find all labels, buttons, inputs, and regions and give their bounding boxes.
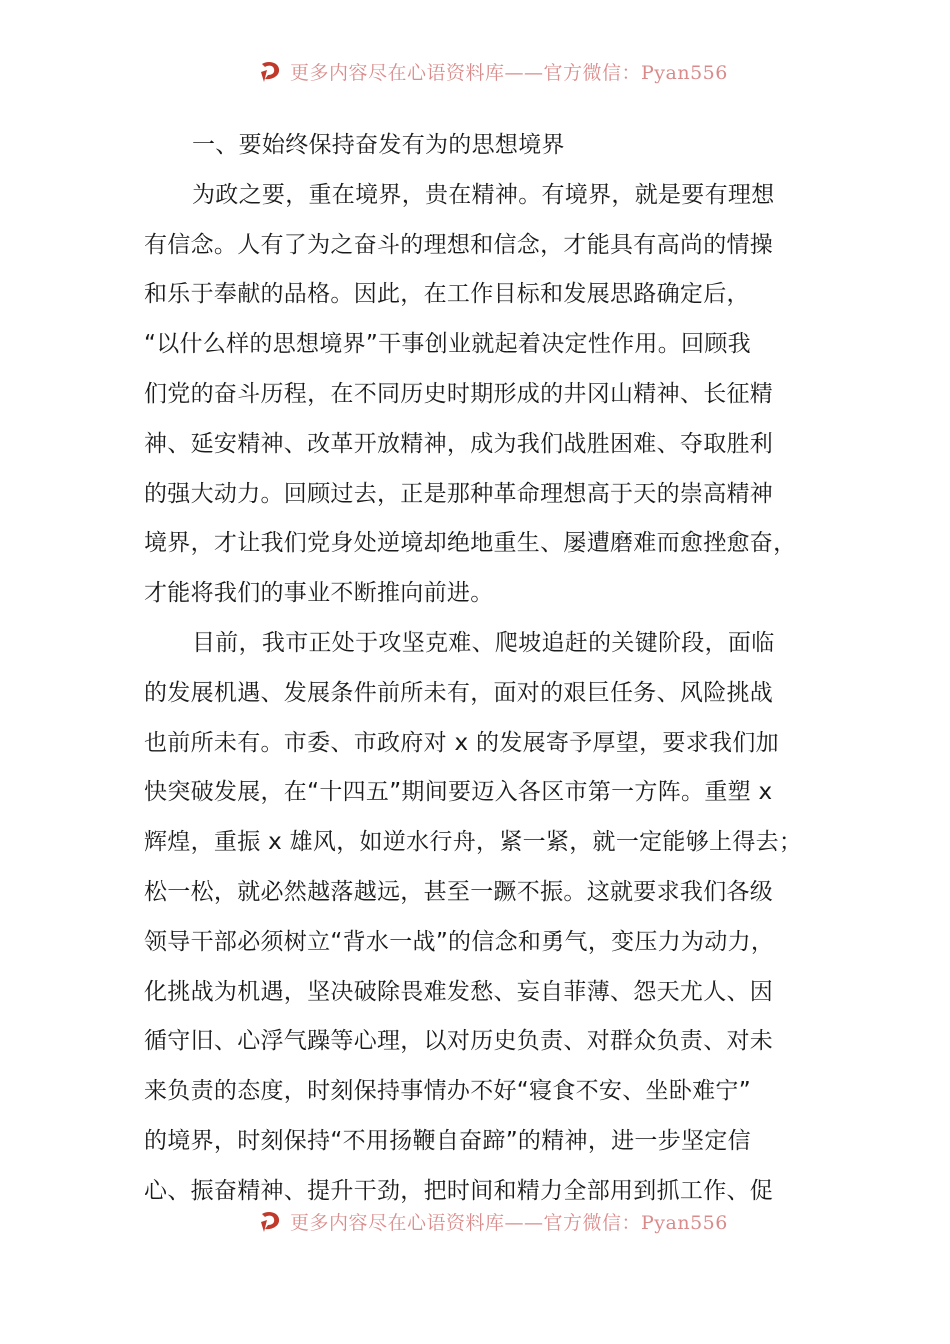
paragraph-line: 辉煌，重振 x 雄风，如逆水行舟，紧一紧，就一定能够上得去； xyxy=(144,829,803,856)
paragraph-line: 循守旧、心浮气躁等心理，以对历史负责、对群众负责、对未 xyxy=(144,1028,774,1055)
paragraph-line: 心、振奋精神、提升干劲，把时间和精力全部用到抓工作、促 xyxy=(144,1177,774,1204)
paragraph-line: 神、延安精神、改革开放精神，成为我们战胜困难、夺取胜利 xyxy=(144,430,774,457)
paragraph-line: 的境界，时刻保持“不用扬鞭自奋蹄”的精神，进一步坚定信 xyxy=(144,1127,751,1154)
paragraph-line: 境界，才让我们党身处逆境却绝地重生、屡遭磨难而愈挫愈奋， xyxy=(144,530,797,557)
paragraph-line: 也前所未有。市委、市政府对 x 的发展寄予厚望，要求我们加 xyxy=(144,729,779,756)
paragraph-line: 有信念。人有了为之奋斗的理想和信念，才能具有高尚的情操 xyxy=(144,231,774,258)
paragraph-line: “以什么样的思想境界”干事创业就起着决定性作用。回顾我 xyxy=(144,331,751,358)
paragraph-line: 快突破发展，在“十四五”期间要迈入各区市第一方阵。重塑 x xyxy=(144,779,773,806)
paragraph-line: 的强大动力。回顾过去，正是那种革命理想高于天的崇高精神 xyxy=(144,480,774,507)
section-heading: 一、要始终保持奋发有为的思想境界 xyxy=(192,132,565,158)
paragraph-line: 才能将我们的事业不断推向前进。 xyxy=(144,580,494,607)
paragraph-1 xyxy=(144,171,820,619)
paragraph-line: 领导干部必须树立“背水一战”的信念和勇气，变压力为动力， xyxy=(144,928,775,955)
paragraph-line: 的发展机遇、发展条件前所未有，面对的艰巨任务、风险挑战 xyxy=(144,679,774,706)
paragraph-line: 化挑战为机遇，坚决破除畏难发愁、妄自菲薄、怨天尤人、因 xyxy=(144,978,774,1005)
paragraph-line: 为政之要，重在境界，贵在精神。有境界，就是要有理想 xyxy=(192,181,775,208)
watermark-text: 更多内容尽在心语资料库——官方微信：Pyan556 xyxy=(290,61,728,84)
paragraph-line: 来负责的态度，时刻保持事情办不好“寝食不安、坐卧难宁” xyxy=(144,1078,751,1105)
paragraph-line: 们党的奋斗历程，在不同历史时期形成的井冈山精神、长征精 xyxy=(144,380,774,407)
paragraph-line: 和乐于奉献的品格。因此，在工作目标和发展思路确定后， xyxy=(144,281,750,308)
watermark-logo-icon xyxy=(258,1208,284,1234)
watermark-logo-icon xyxy=(258,58,284,84)
paragraph-2 xyxy=(144,619,820,1217)
paragraph-line: 松一松，就必然越落越远，甚至一蹶不振。这就要求我们各级 xyxy=(144,878,774,905)
footer-watermark xyxy=(258,1206,778,1236)
paragraph-line: 目前，我市正处于攻坚克难、爬坡追赶的关键阶段，面临 xyxy=(192,629,775,656)
header-watermark xyxy=(258,56,778,86)
watermark-text: 更多内容尽在心语资料库——官方微信：Pyan556 xyxy=(290,1211,728,1234)
document-body xyxy=(144,121,820,1217)
